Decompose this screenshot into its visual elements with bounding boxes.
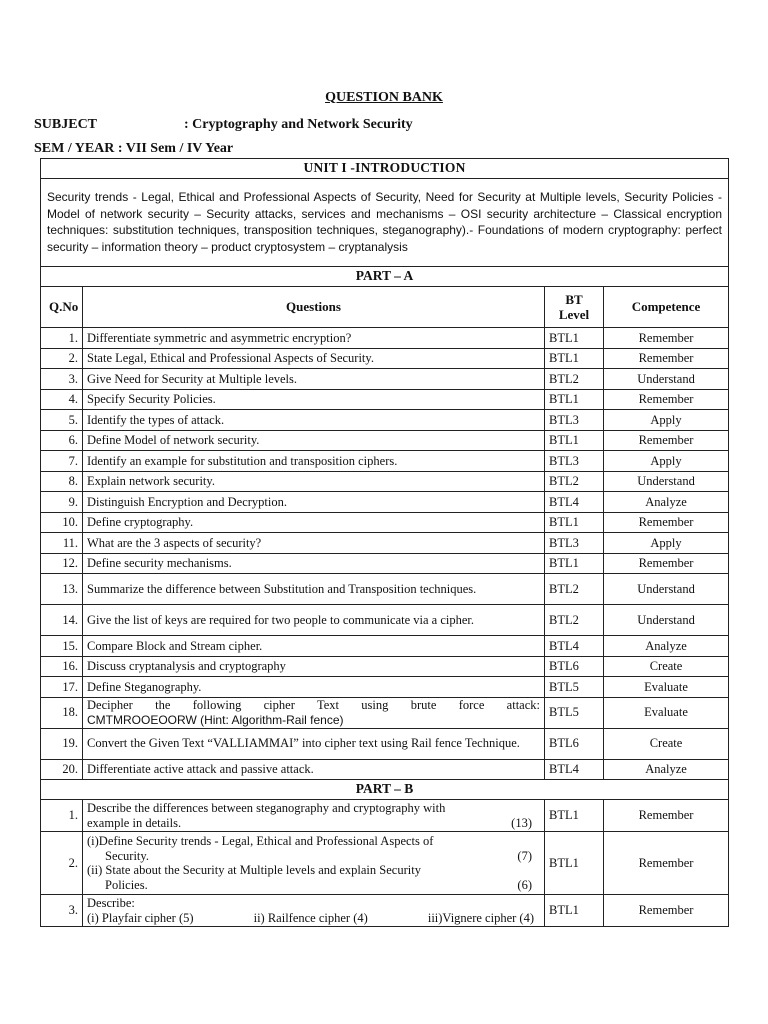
header-qno: Q.No	[41, 287, 83, 328]
question-number: 12.	[41, 553, 83, 574]
table-row	[41, 728, 729, 759]
competence: Remember	[604, 832, 729, 895]
question-text	[83, 832, 545, 895]
competence: Analyze	[604, 492, 729, 513]
bt-level: BTL1	[545, 895, 604, 927]
table-row	[41, 832, 729, 895]
part-a-title: PART – A	[41, 267, 729, 287]
question-number: 7.	[41, 451, 83, 472]
question-number: 1.	[41, 800, 83, 832]
question-text: Distinguish Encryption and Decryption.	[83, 492, 545, 513]
unit-syllabus: Security trends - Legal, Ethical and Professional Aspects of Security, Need for Security at Multiple levels, Security Policies - Model of network security – Security attacks, services and mechanisms – OSI security architecture – Classical encryption techniques: substitution techniques, transposition techniques, steganography).- Foundations of modern cryptography: perfect security – information theory – product cryptosystem – cryptanalysis	[41, 179, 729, 267]
question-text-line: Describe:	[87, 896, 135, 910]
question-number: 14.	[41, 605, 83, 636]
competence: Remember	[604, 389, 729, 410]
question-text: Define cryptography.	[83, 512, 545, 533]
question-text: Convert the Given Text “VALLIAMMAI” into cipher text using Rail fence Technique.	[83, 728, 545, 759]
table-row	[41, 574, 729, 605]
question-text: Discuss cryptanalysis and cryptography	[83, 656, 545, 677]
question-text	[83, 697, 545, 728]
question-text: Differentiate active attack and passive attack.	[83, 759, 545, 780]
table-row	[41, 656, 729, 677]
competence: Remember	[604, 348, 729, 369]
question-text	[83, 800, 545, 832]
competence: Analyze	[604, 759, 729, 780]
marks: (6)	[517, 877, 532, 892]
question-text: Give the list of keys are required for two people to communicate via a cipher.	[83, 605, 545, 636]
marks: (4)	[519, 910, 534, 925]
bt-level: BTL4	[545, 636, 604, 657]
bt-level: BTL2	[545, 605, 604, 636]
question-text-line: (i) Playfair cipher	[87, 910, 176, 925]
table-row	[41, 553, 729, 574]
bt-level: BTL4	[545, 759, 604, 780]
question-number: 2.	[41, 832, 83, 895]
competence: Create	[604, 728, 729, 759]
table-row	[41, 512, 729, 533]
header-competence: Competence	[604, 287, 729, 328]
marks: (7)	[517, 848, 532, 863]
part-b-title: PART – B	[41, 780, 729, 800]
question-text: Explain network security.	[83, 471, 545, 492]
competence: Apply	[604, 533, 729, 554]
question-number: 8.	[41, 471, 83, 492]
bt-level: BTL1	[545, 430, 604, 451]
competence: Remember	[604, 553, 729, 574]
competence: Remember	[604, 328, 729, 349]
table-row	[41, 348, 729, 369]
competence: Understand	[604, 605, 729, 636]
bt-level: BTL2	[545, 369, 604, 390]
question-number: 15.	[41, 636, 83, 657]
question-text: Define Steganography.	[83, 677, 545, 698]
question-number: 10.	[41, 512, 83, 533]
part-a-header-row	[41, 287, 729, 328]
sem-year-line: SEM / YEAR : VII Sem / IV Year	[34, 141, 234, 156]
question-text-line: Security.	[105, 848, 149, 863]
competence: Remember	[604, 430, 729, 451]
question-number: 6.	[41, 430, 83, 451]
table-row	[41, 430, 729, 451]
question-number: 9.	[41, 492, 83, 513]
question-number: 16.	[41, 656, 83, 677]
bt-level: BTL6	[545, 728, 604, 759]
question-text-line: CMTMROOEOORW (Hint: Algorithm-Rail fence)	[87, 712, 344, 727]
question-text-line: Decipher the following cipher Text using brute force attack:	[87, 698, 540, 712]
table-row	[41, 471, 729, 492]
question-number: 5.	[41, 410, 83, 431]
bt-level: BTL1	[545, 832, 604, 895]
bt-level: BTL2	[545, 471, 604, 492]
question-text: State Legal, Ethical and Professional Aspects of Security.	[83, 348, 545, 369]
bt-level: BTL6	[545, 656, 604, 677]
competence: Apply	[604, 451, 729, 472]
header-bt-level: BT Level	[545, 287, 604, 328]
question-text: What are the 3 aspects of security?	[83, 533, 545, 554]
competence: Understand	[604, 574, 729, 605]
bt-level: BTL1	[545, 389, 604, 410]
competence: Evaluate	[604, 697, 729, 728]
subject-value: : Cryptography and Network Security	[184, 117, 413, 132]
question-text	[83, 895, 545, 927]
question-text-line: iii)Vignere cipher	[427, 910, 517, 925]
question-text-line: (ii) State about the Security at Multiple levels and explain Security	[87, 863, 421, 877]
competence: Create	[604, 656, 729, 677]
bt-level: BTL3	[545, 410, 604, 431]
question-number: 13.	[41, 574, 83, 605]
question-number: 2.	[41, 348, 83, 369]
question-text-line: Describe the differences between steganography and cryptography with	[87, 801, 446, 815]
question-text: Specify Security Policies.	[83, 389, 545, 410]
header-questions: Questions	[83, 287, 545, 328]
table-row	[41, 677, 729, 698]
bt-level: BTL4	[545, 492, 604, 513]
table-row	[41, 389, 729, 410]
question-text: Identify an example for substitution and transposition ciphers.	[83, 451, 545, 472]
table-row	[41, 451, 729, 472]
question-number: 1.	[41, 328, 83, 349]
subject-line	[34, 117, 413, 133]
question-text: Identify the types of attack.	[83, 410, 545, 431]
subject-label: SUBJECT	[34, 117, 98, 132]
document-title: QUESTION BANK	[325, 90, 443, 105]
table-row	[41, 328, 729, 349]
table-row	[41, 636, 729, 657]
question-number: 3.	[41, 895, 83, 927]
question-number: 19.	[41, 728, 83, 759]
bt-level: BTL5	[545, 677, 604, 698]
question-text: Differentiate symmetric and asymmetric encryption?	[83, 328, 545, 349]
table-row	[41, 697, 729, 728]
question-text-line: Policies.	[105, 877, 148, 892]
question-text: Compare Block and Stream cipher.	[83, 636, 545, 657]
marks: (13)	[511, 815, 532, 830]
question-number: 11.	[41, 533, 83, 554]
bt-level: BTL1	[545, 348, 604, 369]
table-row	[41, 410, 729, 431]
question-text-line: example in details.	[87, 815, 182, 830]
question-text: Summarize the difference between Substitution and Transposition techniques.	[83, 574, 545, 605]
question-number: 18.	[41, 697, 83, 728]
table-row	[41, 895, 729, 927]
unit-title: UNIT I -INTRODUCTION	[41, 159, 729, 179]
competence: Remember	[604, 512, 729, 533]
competence: Understand	[604, 471, 729, 492]
bt-level: BTL1	[545, 800, 604, 832]
question-number: 4.	[41, 389, 83, 410]
table-row	[41, 605, 729, 636]
table-row	[41, 533, 729, 554]
question-number: 3.	[41, 369, 83, 390]
question-text: Give Need for Security at Multiple levels.	[83, 369, 545, 390]
competence: Evaluate	[604, 677, 729, 698]
table-row	[41, 759, 729, 780]
competence: Understand	[604, 369, 729, 390]
question-text: Define Model of network security.	[83, 430, 545, 451]
bt-level: BTL2	[545, 574, 604, 605]
table-row	[41, 369, 729, 390]
marks: (5)	[178, 910, 194, 925]
bt-level: BTL3	[545, 451, 604, 472]
competence: Remember	[604, 895, 729, 927]
table-row	[41, 800, 729, 832]
question-text-line: ii) Railfence cipher (4)	[253, 910, 368, 925]
question-number: 20.	[41, 759, 83, 780]
competence: Apply	[604, 410, 729, 431]
bt-level: BTL5	[545, 697, 604, 728]
question-bank-table	[40, 158, 729, 927]
bt-level: BTL1	[545, 328, 604, 349]
competence: Analyze	[604, 636, 729, 657]
bt-level: BTL3	[545, 533, 604, 554]
question-text-line: (i)Define Security trends - Legal, Ethical and Professional Aspects of	[87, 834, 434, 848]
table-row	[41, 492, 729, 513]
question-number: 17.	[41, 677, 83, 698]
bt-level: BTL1	[545, 553, 604, 574]
bt-level: BTL1	[545, 512, 604, 533]
competence: Remember	[604, 800, 729, 832]
question-text: Define security mechanisms.	[83, 553, 545, 574]
